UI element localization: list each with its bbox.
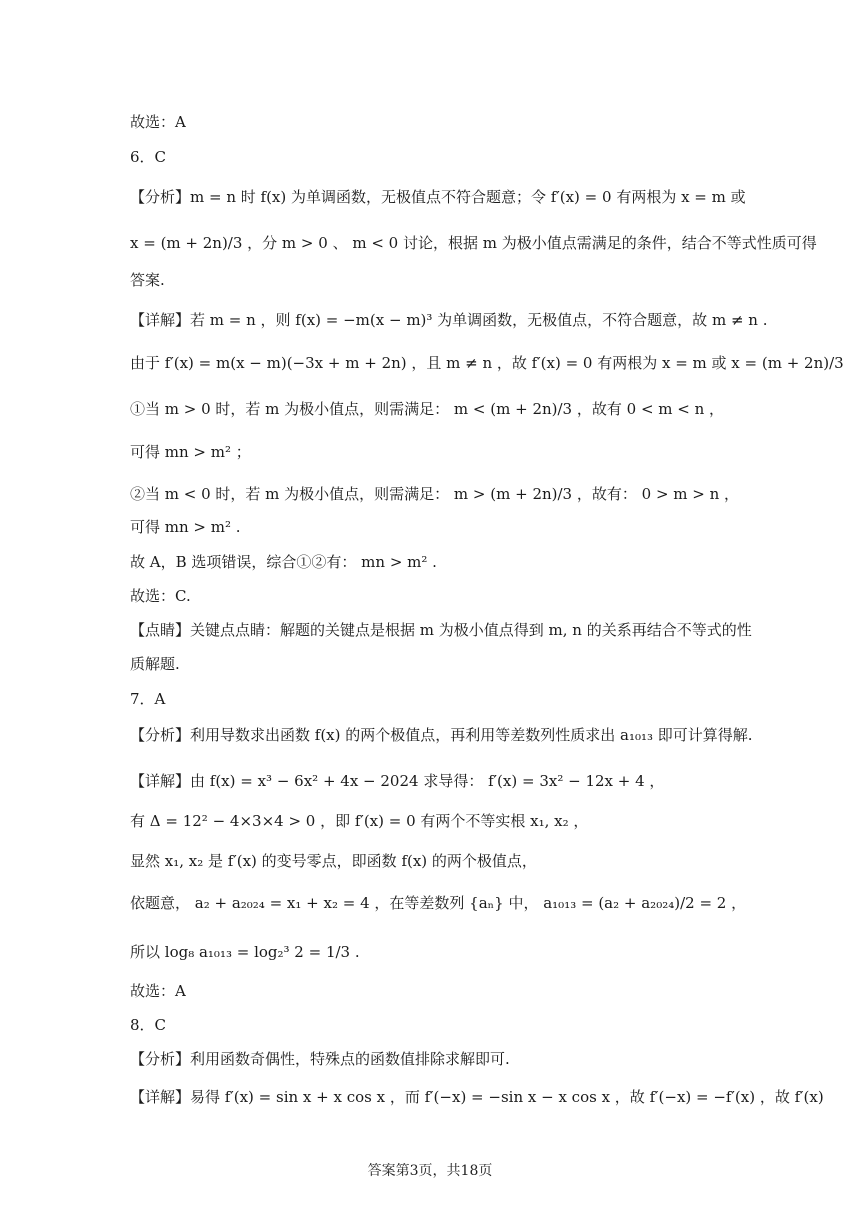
text-line: 【分析】利用函数奇偶性，特殊点的函数值排除求解即可.: [130, 1050, 510, 1068]
text-line: 故选：C.: [130, 587, 191, 605]
text-line: 所以 log₈ a₁₀₁₃ = log₂³ 2 = 1/3 .: [130, 943, 360, 961]
text-line: 【详解】若 m = n ，则 f(x) = −m(x − m)³ 为单调函数，无极值点，不符合题意，故 m ≠ n .: [130, 311, 768, 329]
text-line: 【详解】由 f(x) = x³ − 6x² + 4x − 2024 求导得： f′(x) = 3x² − 12x + 4 ，: [130, 772, 665, 790]
text-line: 可得 mn > m² ；: [130, 443, 251, 461]
text-line: x = (m + 2n)/3 ，分 m > 0 、 m < 0 讨论，根据 m 为极小值点需满足的条件，结合不等式性质可得: [130, 234, 817, 252]
text-line: 可得 mn > m² .: [130, 518, 241, 536]
question-number: 7．A: [130, 690, 166, 708]
text-line: 答案.: [130, 271, 165, 289]
text-line: 由于 f′(x) = m(x − m)(−3x + m + 2n) ，且 m ≠ n ，故 f′(x) = 0 有两根为 x = m 或 x = (m + 2n)/3: [130, 354, 844, 372]
text-line: ②当 m < 0 时，若 m 为极小值点，则需满足： m > (m + 2n)/3 ，故有： 0 > m > n ，: [130, 485, 740, 503]
question-number: 8．C: [130, 1016, 167, 1034]
text-line: 质解题.: [130, 655, 180, 673]
text-line: 【详解】易得 f′(x) = sin x + x cos x ，而 f′(−x) = −sin x − x cos x ，故 f′(−x) = −f′(x) ，故 f′(x): [130, 1088, 824, 1106]
text-line: ①当 m > 0 时，若 m 为极小值点，则需满足： m < (m + 2n)/3 ，故有 0 < m < n ，: [130, 400, 725, 418]
text-line: 故选：A: [130, 113, 186, 131]
text-line: 故 A，B 选项错误，综合①②有： mn > m² .: [130, 553, 437, 571]
text-line: 显然 x₁, x₂ 是 f′(x) 的变号零点，即函数 f(x) 的两个极值点，: [130, 852, 537, 870]
page-footer: 答案第3页，共18页: [367, 1163, 493, 1179]
text-line: 依题意， a₂ + a₂₀₂₄ = x₁ + x₂ = 4 ，在等差数列 {aₙ} 中， a₁₀₁₃ = (a₂ + a₂₀₂₄)/2 = 2 ，: [130, 894, 747, 912]
text-line: 故选：A: [130, 982, 186, 1000]
text-line: 有 Δ = 12² − 4×3×4 > 0 ，即 f′(x) = 0 有两个不等实根 x₁, x₂ ，: [130, 812, 589, 830]
text-line: 【分析】m = n 时 f(x) 为单调函数，无极值点不符合题意；令 f′(x) = 0 有两根为 x = m 或: [130, 188, 746, 206]
text-line: 【点睛】关键点点睛：解题的关键点是根据 m 为极小值点得到 m, n 的关系再结合不等式的性: [130, 621, 752, 639]
question-number: 6．C: [130, 148, 167, 166]
text-line: 【分析】利用导数求出函数 f(x) 的两个极值点，再利用等差数列性质求出 a₁₀₁₃ 即可计算得解.: [130, 726, 753, 744]
